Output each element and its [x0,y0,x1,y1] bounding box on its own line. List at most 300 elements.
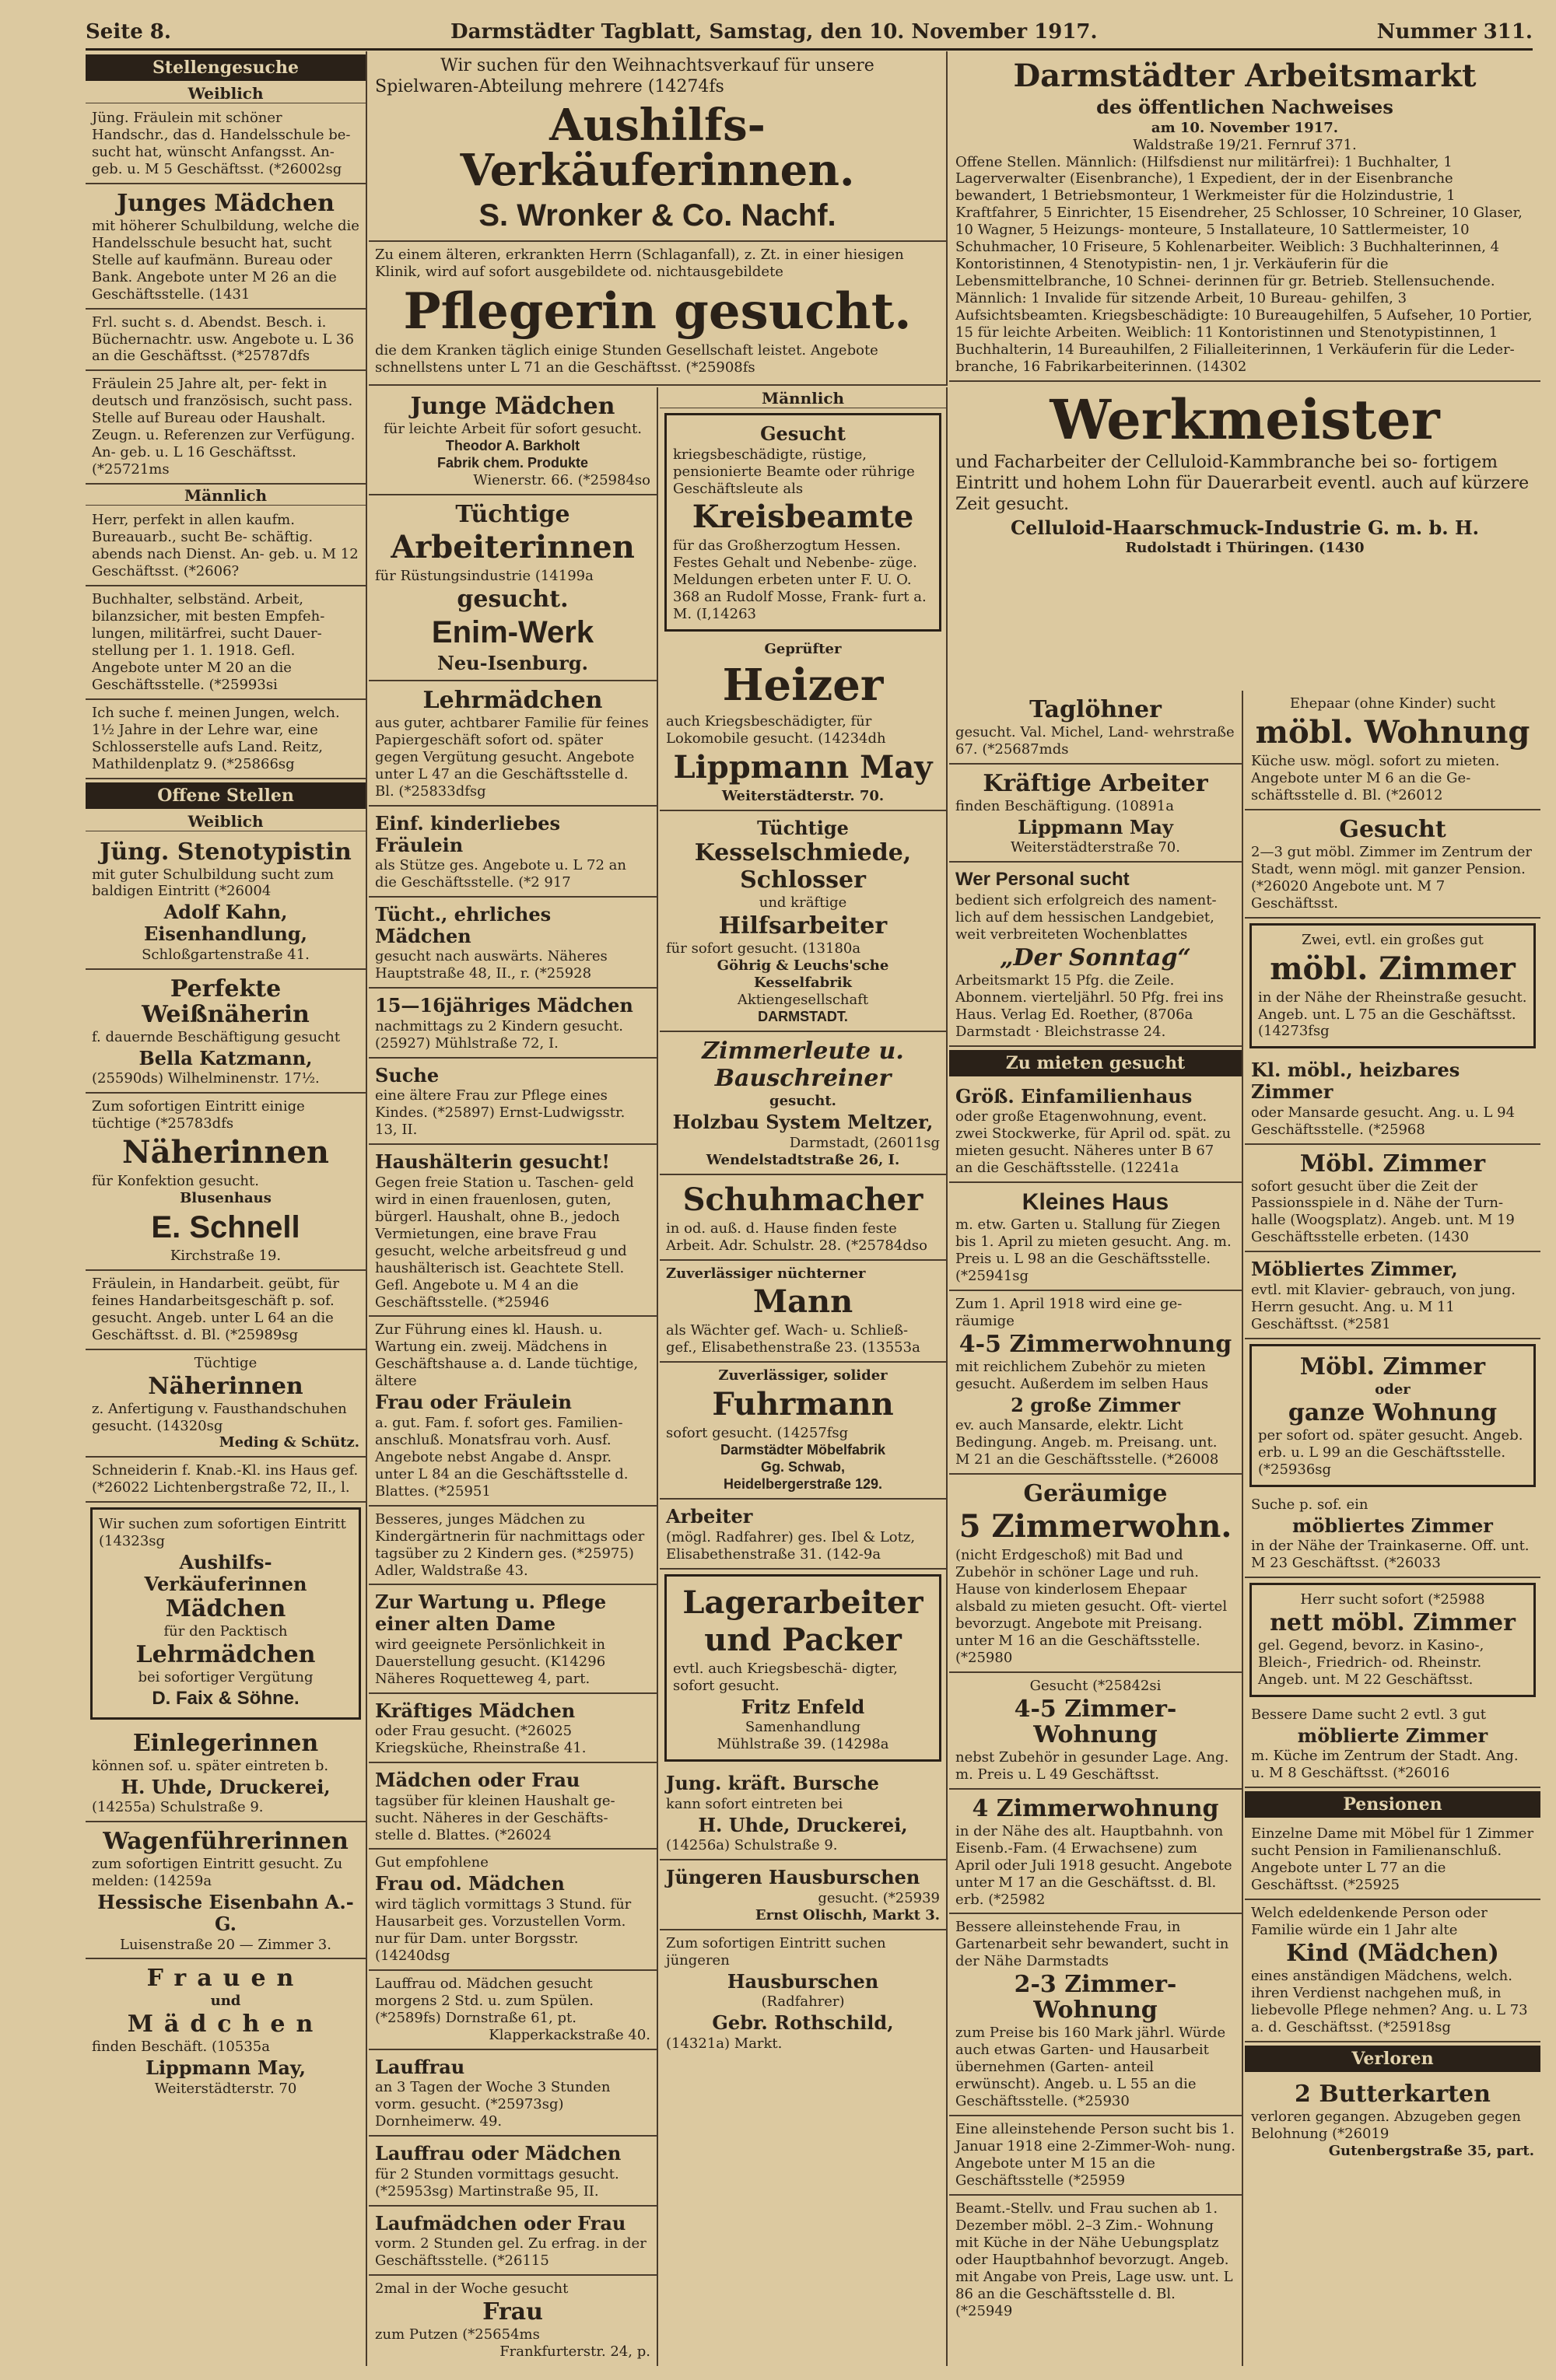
ad-text: Klapperkackstraße 40. [489,2026,650,2043]
ad-text: finden Beschäft. (10535a [92,2039,270,2056]
ad-text: Hessische Eisenbahn A.-G. [97,1891,354,1935]
ad-text: Darmstädter Arbeitsmarkt [1013,58,1477,94]
ad-text: Zum sofortigen Eintritt einige tüchtige (*25783dfs [92,1098,305,1132]
ad-text: Jüng. Stenotypistin [100,838,352,866]
ad-text: vorm. 2 Stunden gel. Zu erfrag. in der Geschäftsstelle. (*26115 [375,2235,647,2270]
ad-text: Möbl. Zimmer [1299,1150,1486,1178]
ad-text: Fritz Enfeld [741,1695,865,1718]
ad-text: mit höherer Schulbildung, welche die Handelsschule besucht hat, sucht Stelle auf kaufmänn. Bureau oder Bank. Angebote unter M 26 an die Geschäftsstelle. (1431 [92,217,359,303]
ad-text: Kind (Mädchen) [1286,1940,1499,1968]
classified-ad [86,184,366,310]
ad-text: Einf. kinderliebes Fräulein [375,812,560,856]
ad-text: Kräftiges Mädchen [375,1699,576,1722]
ad-text: Frl. sucht s. d. Abendst. Besch. i. Büchernachtr. usw. Angebote u. L 36 an die Geschäftsst. (*25787dfs [92,313,354,365]
ad-text: Frankfurterstr. 24, p. [499,2343,650,2360]
ad-text: Lauffrau od. Mädchen gesucht morgens 2 Std. u. zum Spülen. (*2589fs) Dornstraße 61, pt. [375,1975,594,2026]
ad-text: ev. auch Mansarde, elektr. Licht Bedingung. Angeb. m. Preisang. unt. M 21 an die Geschäftsstelle. (*26008 [955,1417,1219,1468]
ad-text: Taglöhner [1029,696,1162,723]
section-offene-stellen: Offene Stellen [86,782,366,809]
classified-ad [369,2050,657,2137]
ad-text: Waldstraße 19/21. Fernruf 371. [1133,136,1357,153]
newspaper-title: Darmstädter Tagblatt, Samstag, den 10. November 1917. [450,20,1098,44]
ad-text: für leichte Arbeit für sofort gesucht. [384,421,642,437]
ad-text: sofort gesucht. (14257fsg [666,1425,849,1442]
ad-text: Holzbau System Meltzer, [672,1111,934,1134]
ad-text: in der Nähe des alt. Hauptbahnh. von Eisenb.-Fam. (4 Erwachsene) zum April oder Juli 1918 gesucht. Angebote unter M 17 an die Geschäftsst. d. Bl. erb. (*25982 [955,1822,1232,1908]
ad-text: gel. Gegend, bevorz. in Kasino-, Bleich-, Friedrich- od. Rheinstr. Angeb. unt. M 22 Geschäftsst. [1258,1637,1484,1688]
column-2-3-top [369,51,948,386]
ad-text: f. dauernde Beschäftigung gesucht [92,1028,341,1045]
ad-text: Tüchtige [757,816,849,839]
ad-text: eine ältere Frau zur Pflege eines Kindes. (*25897) Ernst-Ludwigsstr. 13, II. [375,1087,626,1139]
classified-ad [369,1585,657,1693]
ad-text: Suche p. sof. ein [1251,1496,1369,1513]
ad-text: Heizer [722,660,884,712]
classified-ad [369,495,657,682]
classified-ad [660,1175,946,1261]
ad-text: Buchhalter, selbständ. Arbeit, bilanzsicher, mit besten Empfeh- lungen, militärfrei, sucht Dauer- stellung per 1. 1. 1918. Gefl. Angebote unter M 20 an die Geschäftsstelle. (*25993si [92,590,325,693]
ad-text: Jung. kräft. Bursche [666,1772,879,1795]
ad-text: möblierte Zimmer [1297,1724,1488,1747]
ad-text: Neu-Isenburg. [436,651,589,674]
classified-ad [1245,810,1540,919]
ad-text: Zum 1. April 1918 wird eine ge- räumige [955,1295,1183,1329]
classified-ad [369,2137,657,2207]
ad-text: Zur Führung eines kl. Haush. u. Wartung ein. zweij. Mädchens in Geschäftshause a. d. Lande tüchtige, ältere [375,1321,639,1390]
ad-text: Aktiengesellschaft [737,992,869,1009]
ad-text: 4-5 Zimmer-Wohnung [1014,1695,1177,1748]
ad-text: Hausburschen [727,1969,879,1993]
column-4 [949,691,1243,2366]
classified-ad [1245,1053,1540,1144]
ad-text: Fräulein, in Handarbeit. geübt, für feines Handarbeitsgeschäft p. sof. gesucht. Angeb. unter L 64 an die Geschäftsst. d. Bl. (*25989sg [92,1275,340,1343]
classified-ad [86,371,366,485]
ad-text: Blusenhaus [180,1189,272,1206]
ad-text: 2mal in der Woche gesucht [375,2280,569,2298]
ad-text: Kesselschmiede, [694,839,912,867]
classified-ad [369,898,657,989]
ad-text: 2 Butterkarten [1295,2080,1491,2108]
classified-ad [86,970,366,1094]
boxed-ad-kreisbeamte [664,413,941,632]
classified-ad [660,1032,946,1174]
subsection-maennlich: Männlich [86,486,366,506]
ad-text: Fabrik chem. Produkte [436,454,589,471]
ad-text: für Rüstungsindustrie (14199a [375,567,594,584]
ad-text: in der Nähe der Rheinstraße gesucht. Angeb. unt. L 75 an die Geschäftsst. (14273fsg [1258,989,1527,1040]
ad-text: und [210,1993,241,2010]
ad-text: Schlosser [740,866,866,894]
ad-text: Möbliertes Zimmer, [1251,1258,1458,1281]
ad-text: Lehrmädchen [422,687,603,715]
classified-ad [949,691,1242,765]
ad-text: Wagenführerinnen [103,1828,349,1856]
classified-ad [949,2116,1242,2196]
ad-text: Frau od. Mädchen [375,1872,565,1895]
ad-text: Heidelbergerstraße 129. [723,1476,883,1493]
ad-text: bedient sich erfolgreich des nament- lich auf dem hessischen Landgebiet, weit verbreiteten Wochenblattes [955,892,1217,943]
ad-text: oder Mansarde gesucht. Ang. u. L 94 Geschäftsstelle. (*25968 [1251,1104,1516,1138]
classified-ad [86,1458,366,1503]
ad-text: 5 Zimmerwohn. [958,1508,1232,1545]
ad-text: 15—16jähriges Mädchen [375,994,633,1017]
ad-text: (14256a) Schulstraße 9. [666,1837,838,1854]
ad-text: Lauffrau oder Mädchen [375,2142,622,2165]
page-number: Seite 8. [86,20,171,44]
classified-ad [660,636,946,811]
classified-ad [86,586,366,700]
ad-text: Pflegerin gesucht. [403,282,912,341]
ad-text: (14321a) Markt. [666,2035,783,2052]
ad-text: Mann [752,1283,853,1321]
ad-text: Lippmann May [1018,815,1173,838]
ad-text: mit guter Schulbildung sucht zum baldigen Eintritt (*26004 [92,866,335,900]
classified-ad [1245,1702,1540,1788]
ad-text: Jüngeren Hausburschen [666,1866,920,1889]
classified-ad [369,2276,657,2365]
ad-text: per sofort od. später gesucht. Angeb. erb. u. L 99 an die Geschäftsstelle. (*25936sg [1258,1426,1523,1478]
ad-text: Gesucht (*25842si [1029,1677,1162,1694]
ad-text: Näherinnen [148,1372,303,1400]
ad-text: Wer Personal sucht [955,869,1130,891]
ad-text: aus guter, achtbarer Familie für feines Papiergeschäft sofort od. später gegen Vergütung gesucht. Angebote unter L 47 an die Geschäftsstelle d. Bl. (*25833dfsg [375,715,649,800]
classified-ad [86,1724,366,1823]
column-1 [86,51,367,2366]
column-2 [369,387,658,2366]
ad-text: Tüchtige [194,1354,258,1371]
ad-text: und Packer [704,1621,902,1658]
ad-text: (Radfahrer) [761,1993,845,2011]
classified-ad [1245,691,1540,810]
ad-text: mit reichlichem Zubehör zu mieten gesucht. Außerdem im selben Haus [955,1358,1209,1392]
ad-text: „Der Sonntag“ [1000,943,1191,971]
ad-text: E. Schnell [151,1209,300,1244]
ad-text: Rudolstadt i Thüringen. (1430 [1125,540,1365,557]
classified-ad [86,105,366,184]
ad-text: Welch edeldenkende Person oder Familie würde ein 1 Jahr alte [1251,1905,1488,1939]
ad-text: Herr sucht sofort (*25988 [1300,1591,1485,1608]
ad-text: nett möbl. Zimmer [1270,1609,1516,1637]
ad-text: und kräftige [759,894,847,912]
ad-text: Luisenstraße 20 — Zimmer 3. [120,1936,331,1953]
ad-text: Haushälterin gesucht! [375,1150,610,1174]
ad-text: kann sofort eintreten bei [666,1795,843,1812]
classified-ad [949,1475,1242,1673]
ad-text: Arbeiter [666,1505,753,1528]
ad-text: Kräftige Arbeiter [983,769,1208,797]
section-pensionen: Pensionen [1245,1791,1540,1818]
ad-text: z. Anfertigung v. Fausthandschuhen gesucht. (14320sg [92,1400,347,1434]
ad-text: Zuverlässiger, solider [718,1367,888,1384]
ad-text: Darmstädter Möbelfabrik [720,1442,886,1458]
classified-ad [369,1507,657,1586]
ad-text: Zur Wartung u. Pflege einer alten Dame [375,1591,607,1636]
ad-text: möbliertes Zimmer [1292,1514,1493,1537]
classified-ad [369,387,657,495]
classified-ad [660,1766,946,1860]
ad-text: finden Beschäftigung. (10891a [955,797,1174,814]
ad-text: Lippmann May [673,748,933,786]
ad-text: Mädchen [127,2011,324,2039]
ad-text: a. gut. Fam. f. sofort ges. Familien- anschluß. Monatsfrau vorh. Ausf. Angebote nebst Angabe d. Anspr. unter L 84 an die Geschäftsstelle d. Blattes. (*25951 [375,1414,629,1500]
classified-ad [86,507,366,586]
ad-text: Eine alleinstehende Person sucht bis 1. Januar 1918 eine 2-Zimmer-Woh- nung. Angebote unter M 15 an die Geschäftsstelle (*25959 [955,2121,1235,2189]
ad-text: Ernst Olischh, Markt 3. [755,1906,940,1923]
ad-text: S. Wronker & Co. Nachf. [478,198,836,233]
ad-text: in od. auß. d. Hause finden feste Arbeit. Adr. Schulstr. 28. (*25784dso [666,1220,927,1254]
ad-text: möbl. Zimmer [1270,950,1516,987]
ad-text: Göhrig & Leuchs'sche Kesselfabrik [717,957,889,992]
classified-ad [1245,1252,1540,1339]
classified-ad [86,1822,366,1959]
classified-ad [949,765,1242,863]
classified-ad [369,681,657,807]
ad-text: wird täglich vormittags 3 Stund. für Hausarbeit ges. Vorzustellen Vorm. nur für Dam. unter Borgsstr. (14240dsg [375,1896,632,1964]
ad-text: Suche [375,1063,440,1087]
classified-ad [86,1959,366,2102]
display-ad-wronker [369,51,946,242]
ad-text: für sofort gesucht. (13180a [666,940,861,957]
ad-text: Frau [482,2298,543,2326]
ad-text: Spielwaren-Abteilung mehrere (14274fs [375,76,724,96]
ad-text: Laufmädchen oder Frau [375,2211,626,2235]
ad-text: Bessere alleinstehende Frau, in Gartenarbeit sehr bewandert, sucht in der Nähe Darmstadts [955,1919,1229,1970]
ad-text: die dem Kranken täglich einige Stunden Gesellschaft leistet. Angebote schnellstens unter L 71 an die Geschäftsst. (*25908fs [375,342,878,376]
ad-text: Weiterstädterstraße 70. [1011,839,1180,856]
ad-text: 4-5 Zimmerwohnung [958,1330,1232,1358]
ad-text: Lehrmädchen [135,1641,316,1669]
classified-ad [86,310,366,372]
ad-text: evtl. auch Kriegsbeschä- digter, sofort gesucht. [673,1660,898,1694]
ad-text: ganze Wohnung [1288,1398,1498,1426]
ad-text: Tüchtige [455,500,570,528]
ad-text: Enim-Werk [431,614,594,649]
classified-ad [1245,1900,1540,2042]
ad-text: tagsüber für kleinen Haushalt ge- sucht. Näheres in der Geschäfts- stelle d. Blattes. (*26024 [375,1792,615,1843]
ad-text: auch Kriegsbeschädigter, für Lokomobile gesucht. (14234dh [666,712,886,747]
ad-text: gesucht. (*25939 [818,1889,940,1906]
column-3 [660,387,948,2366]
ad-text: Gesucht [1339,815,1446,843]
ad-text: Zuverlässiger nüchterner [666,1265,866,1282]
ad-text: oder Frau gesucht. (*26025 Kriegsküche, Rheinstraße 41. [375,1723,587,1757]
ad-text: Offene Stellen. Männlich: (Hilfsdienst nur militärfrei): 1 Buchhalter, 1 Lagerverwalter (Eisenbranche), 1 Expedient, der in der Eisenbranche bewandert, 1 Betriebsmonteur, 1 Werkmeister für die Holzindustrie, 1 Kraftfahrer, 5 Einrichter, 15 Eisendreher, 25 Schlosser, 10 Schreiner, 10 Glaser, 10 Wagner, 5 Heizungs- monteure, 5 Installateure, 10 Sattlermeister, 10 Schuhmacher, 10 Friseure, 5 Kohlenarbeiter. Weiblich: 3 Buchhalterinnen, 4 Kontoristinnen, 4 Stenotypistin- nen, 1 jr. Verkäuferin für die Lebensmittelbranche, 10 Schnei- derinnen für gr. Betrieb. Stellensuchende. Männlich: 1 Invalide für sitzende Arbeit, 10 Bureau- gehilfen, 3 Aufsichtsbeamten. Kriegsbeschädigte: 10 Bureaugehilfen, 5 Aufseher, 10 Portier, 15 für leichte Arbeiten. Weiblich: 11 Kontoristinnen und Stenotypistinnen, 1 Buchhalterin, 14 Bureauhilfen, 2 Filialleiterinnen, 1 Verkäuferin für die Leder- branche, 16 Fabrikarbeiterinnen. (14302 [955,153,1533,375]
classified-ad [369,1694,657,1764]
ad-text: (14255a) Schulstraße 9. [92,1799,264,1816]
ad-text: Küche usw. mögl. sofort zu mieten. Angebote unter M 6 an die Ge- schäftsstelle d. Bl. (*26012 [1251,752,1500,803]
ad-text: Schneiderin f. Knab.-Kl. ins Haus gef. (*26022 Lichtenbergstraße 72, II., l. [92,1462,359,1496]
ad-text: 2 große Zimmer [1011,1393,1180,1416]
classified-ad [949,1914,1242,2116]
ad-text: Zum sofortigen Eintritt suchen jüngeren [666,1934,886,1969]
ad-text: Größ. Einfamilienhaus [955,1084,1193,1108]
ad-text: kriegsbeschädigte, rüstige, pensionierte Beamte oder rührige Geschäftsleute als [673,446,915,497]
ad-text: (25590ds) Wilhelminenstr. 17½. [92,1070,320,1087]
ad-text: Einzelne Dame mit Möbel für 1 Zimmer sucht Pension in Familienanschluß. Angebote unter L 77 an die Geschäftsst. (*25925 [1251,1825,1534,1894]
ad-text: 4 Zimmerwohnung [972,1794,1219,1822]
ad-text: Kleines Haus [1022,1189,1169,1216]
issue-number: Nummer 311. [1376,20,1533,44]
ad-text: nachmittags zu 2 Kindern gesucht. (25927) Mühlstraße 72, I. [375,1017,623,1052]
ad-text: für 2 Stunden vormittags gesucht. (*25953sg) Martinstraße 95, II. [375,2165,619,2200]
display-ad-werkmeister [949,382,1540,562]
ad-text: Celluloid-Haarschmuck-Industrie G. m. b. H. [1011,516,1479,539]
classified-ad [1245,1821,1540,1900]
arbeitsmarkt-notice [949,51,1540,382]
classified-ad [660,811,946,1032]
classified-ad [369,1145,657,1317]
ad-text: als Wächter gef. Wach- u. Schließ- gef., Elisabethenstraße 23. (13553a [666,1322,920,1356]
ad-text: Schuhmacher [682,1181,923,1218]
ad-text: Darmstadt, (26011sg [789,1134,940,1151]
classified-ad [369,1971,657,2050]
ad-text: Gutenbergstraße 35, part. [1328,2142,1534,2159]
ad-text: 2-3 Zimmer-Wohnung [1014,1971,1177,2025]
ad-text: Mädchen [165,1595,286,1623]
ad-text: Geprüfter [764,641,842,658]
ad-text: (nicht Erdgeschoß) mit Bad und Zubehör in schöner Lage und ruh. Hause von kinderlosem Ehepaar alsbald zu mieten gesucht. Oft- viertel bevorzugt. Angebote mit Preisang. unter M 16 an die Geschäftsstelle. (*25980 [955,1547,1228,1666]
ad-text: Arbeitsmarkt 15 Pfg. die Zeile. Abonnem. vierteljährl. 50 Pfg. frei ins Haus. Verlag Ed. Roether, (8706a Darmstadt · Bleichstrasse 24. [955,971,1224,1040]
ad-text: Wir suchen zum sofortigen Eintritt (14323sg [99,1516,346,1550]
ad-text: Gegen freie Station u. Taschen- geld wird in einen frauenlosen, guten, bürgerl. Haushalt, ohne B., jedoch Vermietungen, eine brave Frau gesucht, welche arbeitsfreud g und haushälterisch ist. Geachtete Stell. Gefl. Angebote u. M 4 an die Geschäftsstelle. (*25946 [375,1174,634,1311]
ad-text: D. Faix & Söhne. [152,1688,300,1710]
section-stellengesuche: Stellengesuche [86,54,366,81]
ad-text: Bella Katzmann, [138,1046,313,1069]
ad-text: Kreisbeamte [692,499,914,536]
ad-text: zum sofortigen Eintritt gesucht. Zu melden: (14259a [92,1856,343,1890]
ad-text: Kl. möbl., heizbares Zimmer [1251,1059,1460,1104]
boxed-ad [1249,1583,1536,1697]
ad-text: Arbeiterinnen [391,528,635,565]
ad-text: in der Nähe der Trainkaserne. Off. unt. M 23 Geschäftsst. (*26033 [1251,1538,1530,1572]
column-4-5-top [949,51,1540,689]
ad-text: zum Putzen (*25654ms [375,2326,540,2343]
classified-ad [86,833,366,970]
ad-text: möbl. Wohnung [1255,713,1530,751]
ad-text: DARMSTADT. [758,1009,848,1025]
classified-ad [1245,2075,1540,2165]
ad-text: gesucht nach auswärts. Näheres Hauptstraße 48, II., r. (*25928 [375,948,608,982]
classified-ad [369,1317,657,1506]
ad-text: Wendelstadtstraße 26, I. [706,1151,900,1168]
classified-ad [1245,1145,1540,1253]
ad-text: m. etw. Garten u. Stallung für Ziegen bis 1. April zu mieten gesucht. Ang. m. Preis u. L 98 an die Geschäftsstelle. (*25941sg [955,1216,1232,1284]
ad-text: an 3 Tagen der Woche 3 Stunden vorm. gesucht. (*25973sg) Dornheimerw. 49. [375,2079,611,2130]
ad-text: Fräulein 25 Jahre alt, per- fekt in deutsch und französisch, sucht pass. Stelle auf Bureau oder Haushalt. Zeugn. u. Referenzen zur Verfügung. An- geb. u. L 16 Geschäftsst. (*25721ms [92,376,356,478]
classified-ad [369,989,657,1059]
classified-ad [86,1094,366,1271]
ad-text: eines anständigen Mädchens, welch. ihren Verdienst nachgehen muß, in liebevolle Pflege nehmen? Ang. u. L 73 a. d. Geschäftsst. (*25918sg [1251,1968,1528,2035]
ad-text: Wir suchen für den Weihnachtsverkauf für unsere [440,56,874,75]
ad-text: Lauffrau [375,2055,465,2078]
ad-text: Lagerarbeiter [682,1584,923,1621]
ad-text: Fuhrmann [712,1386,894,1423]
ad-text: Theodor A. Barkholt [445,437,580,453]
classified-ad [369,2207,657,2277]
ad-text: zum Preise bis 160 Mark jährl. Würde auch etwas Garten- und Hausarbeit übernehmen (Garten- anteil erwünscht). Angeb. u. L 55 an die Geschäftsstelle. (*25930 [955,2025,1226,2110]
ad-text: können sof. u. später eintreten b. [92,1757,329,1774]
ad-text: Tücht., ehrliches Mädchen [375,903,552,947]
classified-ad [949,1183,1242,1291]
ad-text: Jüng. Fräulein mit schöner Handschr., das d. Handelsschule be- sucht hat, wünscht Anfangsst. An- geb. u. M 5 Geschäftsst. (*26002sg [92,110,351,177]
ad-text: Weiterstädterstr. 70 [154,2080,297,2097]
ad-text: Lippmann May, [145,2056,306,2080]
ad-text: und Facharbeiter der Celluloid-Kammbranche bei so- fortigem Eintritt und hohem Lohn für Dauerarbeit eventl. auch auf kürzere Zeit gesucht. [955,453,1530,515]
ad-text: sofort gesucht über die Zeit der Passionsspiele in d. Nähe der Turn- halle (Woogsplatz). Angeb. unt. M 19 Geschäftsstelle erbeten. (1430 [1251,1178,1515,1246]
ad-text: Mühlstraße 39. (14298a [717,1736,889,1753]
classified-ad [949,2196,1242,2325]
ad-text: gesucht. [457,585,569,613]
classified-ad [660,1363,946,1500]
ad-text: Geräumige [1023,1480,1168,1508]
classified-ad [949,1673,1242,1790]
ad-text: Gut empfohlene [375,1854,489,1871]
ad-text: gesucht. Val. Michel, Land- wehrstraße 67. (*25687mds [955,724,1235,758]
subsection-maennlich: Männlich [660,389,946,408]
classified-ad [949,1080,1242,1183]
ad-text: Zwei, evtl. ein großes gut [1302,931,1484,948]
page-header [86,16,1533,51]
ad-text: Zu einem älteren, erkrankten Herrn (Schlaganfall), z. Zt. in einer hiesigen Klinik, wird auf sofort ausgebildete od. nichtausgebildete [375,247,904,281]
subsection-weiblich: Weiblich [86,84,366,103]
ad-text: Zimmerleute u. [702,1038,904,1066]
classified-ad [660,1860,946,1930]
ad-text: Beamt.-Stellv. und Frau suchen ab 1. Dezember möbl. 2–3 Zim.- Wohnung mit Küche in der Nähe Uebungsplatz oder Hauptbahnhof bevorzugt. Angeb. mit Angabe von Preis, Lage usw. unt. L 86 an die Geschäftsstelle d. Bl. (*25949 [955,2200,1233,2319]
ad-text: für Konfektion gesucht. [92,1172,259,1189]
classified-ad [1245,1492,1540,1578]
subsection-weiblich: Weiblich [86,812,366,831]
classified-ad [949,1790,1242,1915]
ad-text: gesucht. [769,1093,836,1110]
boxed-ad [90,1507,361,1720]
classified-ad [369,1059,657,1145]
ad-text: verloren gegangen. Abzugeben gegen Belohnung (*26019 [1251,2108,1522,2142]
ad-text: Gesucht [760,422,846,445]
classified-ad [949,1291,1242,1475]
ad-text: Bessere Dame sucht 2 evtl. 3 gut [1251,1706,1487,1723]
ad-text: als Stütze ges. Angebote u. L 72 an die Geschäftsstelle. (*2 917 [375,857,626,891]
ad-text: Näherinnen [122,1133,329,1171]
ad-text: wird geeignete Persönlichkeit in Dauerstellung gesucht. (K14296 Näheres Roquetteweg 4, part. [375,1636,606,1687]
ad-text: Herr, perfekt in allen kaufm. Bureauarb., sucht Be- schäftig. abends nach Dienst. An- geb. u. M 12 Geschäftsst. (*2606? [92,512,359,580]
boxed-ad [1249,1344,1536,1487]
ad-text: m. Küche im Zentrum der Stadt. Ang. u. M 8 Geschäftsst. (*26016 [1251,1748,1519,1782]
classified-ad [660,1930,946,2057]
ad-text: oder [1375,1381,1411,1398]
classified-ad [369,1850,657,1970]
ad-text: Aushilfs-Verkäuferinnen. [460,99,855,197]
ad-text: H. Uhde, Druckerei, [121,1775,331,1798]
ad-text: Aushilfs- Verkäuferinnen [144,1551,307,1595]
ad-text: für den Packtisch [163,1623,288,1640]
ad-text: Mädchen oder Frau [375,1769,580,1792]
ad-text: Einlegerinnen [132,1729,319,1757]
ad-text: Möbl. Zimmer [1299,1353,1486,1381]
classified-ad [660,1500,946,1570]
column-5 [1245,691,1540,2366]
boxed-ad-lagerarbeiter [664,1574,941,1762]
classified-ad [86,1271,366,1350]
ad-text: H. Uhde, Druckerei, [698,1813,908,1836]
ad-text: Ehepaar (ohne Kinder) sucht [1289,695,1496,712]
ad-text: Frauen [146,1965,305,1993]
ad-text: nebst Zubehör in gesunder Lage. Ang. m. Preis u. L 49 Geschäftsst. [955,1748,1229,1783]
ad-text: Weiterstädterstr. 70. [721,787,885,804]
ad-text: Bauschreiner [714,1065,892,1093]
ad-text: Besseres, junges Mädchen zu Kindergärtnerin für nachmittags oder tagsüber zu 2 Kindern ges. (*25975) Adler, Waldstraße 43. [375,1510,645,1579]
section-zu-mieten-gesucht: Zu mieten gesucht [949,1050,1242,1076]
ad-text: am 10. November 1917. [1151,119,1339,136]
